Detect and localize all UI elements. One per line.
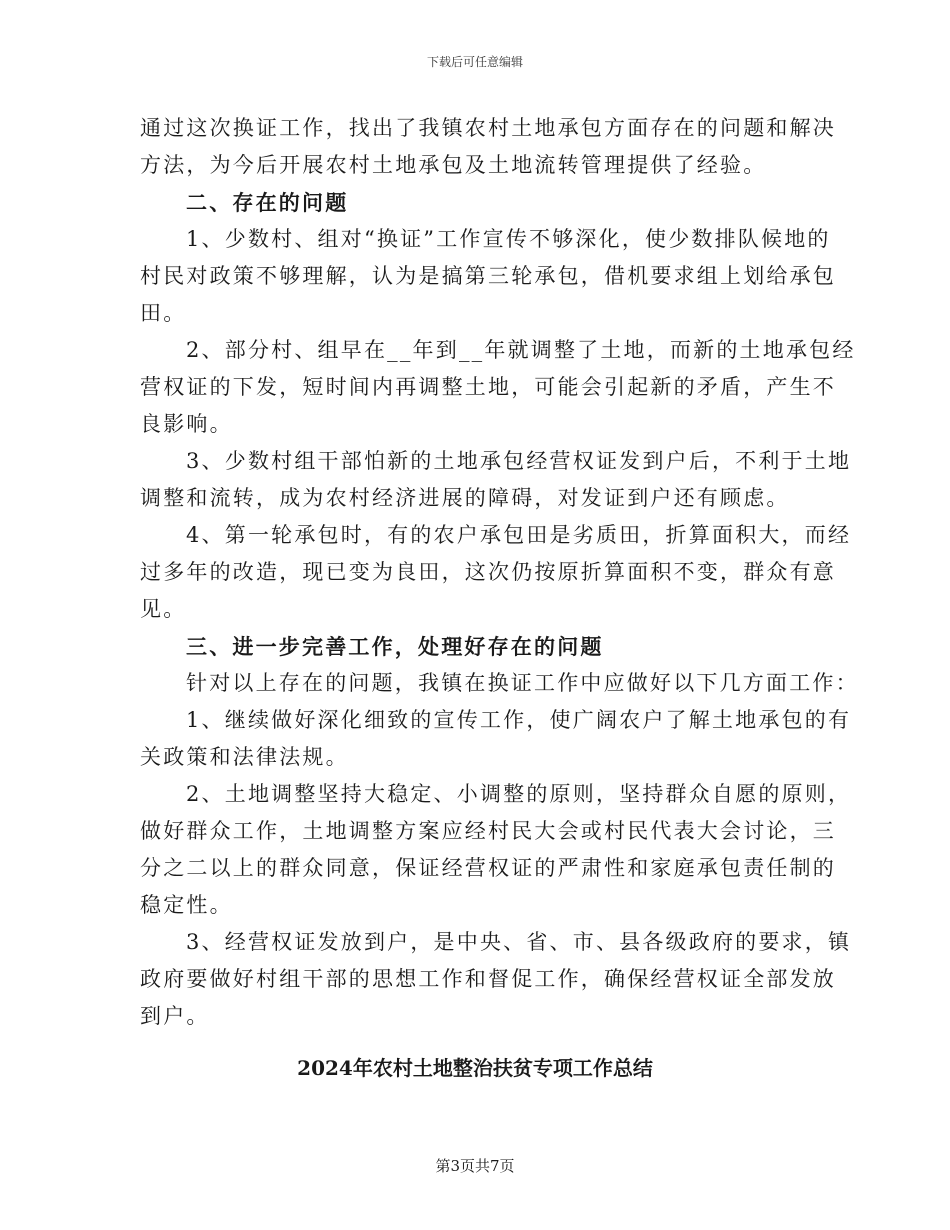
paragraph-line: 村民对政策不够理解，认为是搞第三轮承包，借机要求组上划给承包 [140, 264, 836, 288]
paragraph-line: 做好群众工作，土地调整方案应经村民大会或村民代表大会讨论，三 [140, 819, 836, 843]
paragraph-line: 1、少数村、组对“换证”工作宣传不够深化，使少数排队候地的 [186, 227, 831, 251]
section-heading: 三、进一步完善工作，处理好存在的问题 [186, 634, 604, 659]
page-number-footer: 第3页共7页 [435, 1157, 515, 1175]
paragraph-line: 关政策和法律法规。 [140, 745, 349, 769]
section-heading: 二、存在的问题 [186, 190, 349, 215]
paragraph-line: 见。 [140, 597, 187, 621]
paragraph-line: 分之二以上的群众同意，保证经营权证的严肃性和家庭承包责任制的 [140, 856, 836, 880]
paragraph-line: 1、继续做好深化细致的宣传工作，使广阔农户了解土地承包的有 [186, 708, 852, 732]
paragraph-line: 稳定性。 [140, 893, 233, 917]
paragraph-line: 针对以上存在的问题，我镇在换证工作中应做好以下几方面工作： [186, 671, 859, 695]
page-header-note: 下载后可任意编辑 [426, 55, 523, 69]
paragraph-line: 良影响。 [140, 412, 233, 436]
paragraph-line: 3、少数村组干部怕新的土地承包经营权证发到户后，不利于土地 [186, 449, 852, 473]
paragraph-line: 营权证的下发，短时间内再调整土地，可能会引起新的矛盾，产生不 [140, 375, 836, 399]
paragraph-line: 2、部分村、组早在__年到__年就调整了土地，而新的土地承包经 [186, 338, 856, 362]
paragraph-line: 政府要做好村组干部的思想工作和督促工作，确保经营权证全部发放 [140, 967, 836, 991]
document-body [140, 110, 859, 1035]
paragraph-line: 田。 [140, 301, 187, 325]
paragraph-line: 过多年的改造，现已变为良田，这次仍按原折算面积不变，群众有意 [140, 560, 836, 584]
next-document-title: 2024年农村土地整治扶贫专项工作总结 [297, 1056, 653, 1080]
paragraph-line: 3、经营权证发放到户，是中央、省、市、县各级政府的要求，镇 [186, 930, 852, 954]
paragraph-line: 通过这次换证工作，找出了我镇农村土地承包方面存在的问题和解决 [140, 116, 836, 140]
paragraph-line: 调整和流转，成为农村经济进展的障碍，对发证到户还有顾虑。 [140, 486, 790, 510]
paragraph-line: 方法，为今后开展农村土地承包及土地流转管理提供了经验。 [140, 153, 767, 177]
paragraph-line: 4、第一轮承包时，有的农户承包田是劣质田，折算面积大，而经 [186, 523, 852, 547]
paragraph-line: 到户。 [140, 1004, 210, 1028]
paragraph-line: 2、土地调整坚持大稳定、小调整的原则，坚持群众自愿的原则， [186, 782, 852, 806]
